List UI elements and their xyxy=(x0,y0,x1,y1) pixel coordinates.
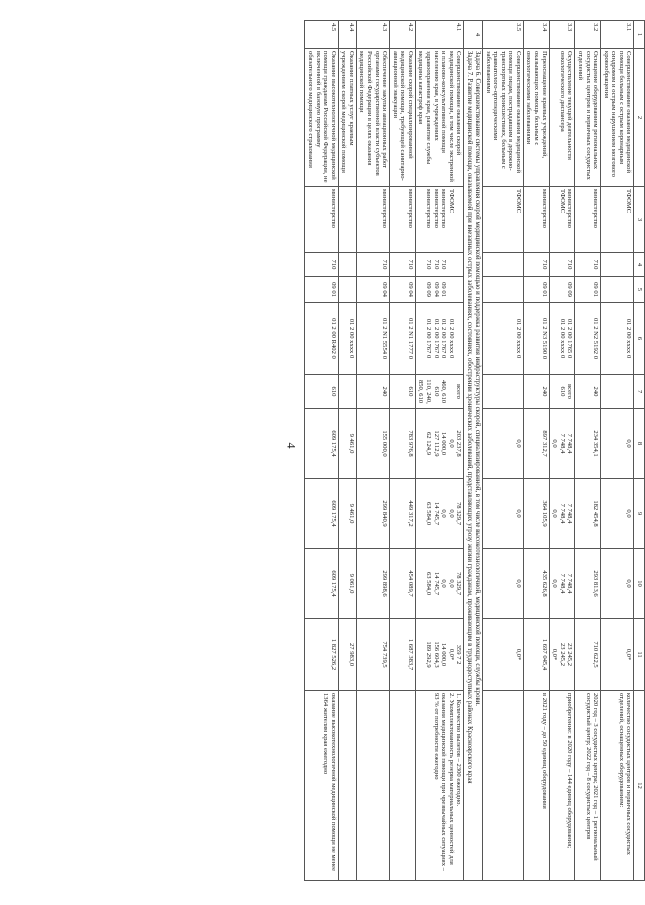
table-cell: 609 175,4 xyxy=(305,479,338,549)
table-cell: 609 175,4 xyxy=(305,409,338,479)
table-cell: 4.2 xyxy=(390,21,416,49)
table-cell: 9 061,0 xyxy=(338,549,356,619)
table-cell: 09 01 09 04 09 09 xyxy=(415,277,463,303)
table-cell xyxy=(601,253,634,277)
table-cell: министерство xyxy=(356,187,389,253)
table-cell: 0,0* xyxy=(483,619,524,691)
table-cell: 0,0 xyxy=(483,409,524,479)
table-cell: 435 626,8 xyxy=(523,549,549,619)
header-cell: 10 xyxy=(634,549,645,619)
table-cell: 293 813,6 xyxy=(575,549,601,619)
table-cell: 610 xyxy=(305,375,338,409)
table-cell xyxy=(338,691,356,881)
table-cell: 01 2 00 xxxx 0 xyxy=(601,303,634,375)
table-cell: 155 000,0 xyxy=(356,409,389,479)
table-cell: 3.5 xyxy=(483,21,524,49)
table-cell: Обеспечение закупки авиационных работ органами государственной власти субъектов Российской Федерации в целях оказания медицинской помощи xyxy=(356,49,389,187)
table-cell: в 2021 году – до 50 единиц оборудования xyxy=(523,691,549,881)
table-cell: 78 329,7 0,0 0,0 14 745,7 63 584,0 xyxy=(415,549,463,619)
table-cell: Оказание платных услуг краевым учреждением скорой медицинской помощи xyxy=(338,49,356,187)
program-table xyxy=(304,20,645,881)
table-row xyxy=(483,21,524,881)
table-cell: Оснащение оборудованием региональных сосудистых центров и первичных сосудистых отделений xyxy=(575,49,601,187)
table-cell: 240 xyxy=(356,375,389,409)
table-row xyxy=(390,21,416,881)
table-cell: 9 461,0 xyxy=(338,479,356,549)
table-body xyxy=(305,21,634,881)
table-cell: 240 xyxy=(575,375,601,409)
table-cell: 0,0 xyxy=(601,549,634,619)
table-cell: министерство xyxy=(305,187,338,253)
table-cell xyxy=(483,253,524,277)
table-cell: приобретение: в 2020 году – 144 единиц оборудования; xyxy=(549,691,575,881)
table-cell: 3.2 xyxy=(575,21,601,49)
table-cell: 09 01 xyxy=(523,277,549,303)
table-cell: всего 460, 610 610 110, 240, 850, 610 xyxy=(415,375,463,409)
table-cell: количество сосудистых центров и первичных сосудистых отделений, оснащенных оборудованием: xyxy=(601,691,634,881)
table-cell: 897 312,7 xyxy=(523,409,549,479)
table-cell: министерство xyxy=(390,187,416,253)
table-cell: 4.3 xyxy=(356,21,389,49)
table-cell: 01 2 00 1765 0 01 2 00 xxxx 0 xyxy=(549,303,575,375)
table-row xyxy=(305,21,338,881)
table-cell: Оказание высокотехнологичной медицинской помощи гражданам Российской Федерации, не включенной в базовую программу обязательного медицинского страхования xyxy=(305,49,338,187)
table-cell: 710 710 710 xyxy=(415,253,463,277)
table-cell: 1 697 045,4 xyxy=(523,619,549,691)
header-cell: 6 xyxy=(634,303,645,375)
table-cell: 01 2 N3 5190 0 xyxy=(523,303,549,375)
table-cell: 234 354,1 xyxy=(575,409,601,479)
table-cell: ТФОМС министерство министерство министерство xyxy=(415,187,463,253)
table-cell: 710 622,5 xyxy=(575,619,601,691)
table-cell: Оказание скорой специализированной медицинской помощи, требующей санитарно-авиационной эвакуации xyxy=(390,49,416,187)
table-cell: 3.4 xyxy=(523,21,549,49)
table-cell xyxy=(483,691,524,881)
table-cell xyxy=(483,277,524,303)
table-row xyxy=(338,21,356,881)
table-cell: 09 04 xyxy=(390,277,416,303)
section-heading: Задача 6. Совершенствование системы управления скорой медицинской помощью и поддержка развития инфраструктуры скорой, специализированной, в том числе высокотехнологичной, медицинской помощи, службы крови. Задача 7. Развитие медицинской помощи, оказываемой при внезапных острых заболеваниях, состояниях, обострении хронических заболеваний, представляющих угрозу жизни гражданам, проживающим в труднодоступных районах Красноярского края xyxy=(464,49,483,881)
table-cell: 710 xyxy=(523,253,549,277)
table-cell: 1. Количество вылетов – 2300 ежегодно. 2. Укомплектованность резерва материальных ценностей для оказания медицинской помощи при чрезвычайных ситуациях – 93 % от потребности ежегодно xyxy=(415,691,463,881)
table-cell: 01 2 N1 5554 0 xyxy=(356,303,389,375)
table-cell: 359 7 2 0,0* 14 000,0 156 604,3 189 292,9 xyxy=(415,619,463,691)
table-row xyxy=(601,21,634,881)
table-cell: 0,0* xyxy=(601,619,634,691)
table-cell: 23 245,2 23 245,2 0,0* xyxy=(549,619,575,691)
table-cell: всего 610 xyxy=(549,375,575,409)
table-cell: 240 xyxy=(523,375,549,409)
table-cell: 3.3 xyxy=(549,21,575,49)
table-cell: 4.4 xyxy=(338,21,356,49)
table-cell: 710 xyxy=(356,253,389,277)
table-cell: 09 01 xyxy=(575,277,601,303)
table-cell: 1 827 526,2 xyxy=(305,619,338,691)
table-cell: 7 748,4 7 748,4 0,0 xyxy=(549,549,575,619)
table-cell: Осуществление текущей деятельности онкологического диспансера xyxy=(549,49,575,187)
table-cell: ТФОМС xyxy=(483,187,524,253)
table-cell: 01 2 00 xxxx 0 xyxy=(483,303,524,375)
table-cell: 3.1 xyxy=(601,21,634,49)
header-cell: 11 xyxy=(634,619,645,691)
table-cell: 449 317,2 xyxy=(390,479,416,549)
table-cell: 610 xyxy=(390,375,416,409)
header-cell: 2 xyxy=(634,49,645,187)
table-cell: министерство xyxy=(575,187,601,253)
header-cell: 9 xyxy=(634,479,645,549)
header-cell: 8 xyxy=(634,409,645,479)
table-cell: 7 748,4 7 748,4 0,0 xyxy=(549,479,575,549)
table-cell: 9 461,0 xyxy=(338,409,356,479)
table-cell: 09 01 xyxy=(305,277,338,303)
table-cell: 01 2 N2 5192 0 xyxy=(575,303,601,375)
table-cell: 203 237,8 0,0 14 000,0 127 112,9 62 124,9 xyxy=(415,409,463,479)
program-table-container xyxy=(135,20,645,880)
header-cell: 7 xyxy=(634,375,645,409)
table-cell: 7 748,4 7 748,4 0,0 xyxy=(549,409,575,479)
table-cell: 4.5 xyxy=(305,21,338,49)
table-cell xyxy=(338,253,356,277)
table-cell: Совершенствование оказания скорой медицинской помощи, в том числе экстренной и планово-консультативной помощи населению края, в учреждениях здравоохранения края, развитие службы медицины катастроф края xyxy=(415,49,463,187)
header-cell: 12 xyxy=(634,691,645,881)
table-cell: 710 xyxy=(390,253,416,277)
table-cell xyxy=(601,375,634,409)
table-cell: 4 xyxy=(464,21,483,49)
table-cell: 0,0 xyxy=(483,549,524,619)
table-cell: 710 xyxy=(549,253,575,277)
table-cell: 754 739,5 xyxy=(356,619,389,691)
table-cell: 01 2 N1 1777 0 xyxy=(390,303,416,375)
table-row xyxy=(575,21,601,881)
page-number: 4 xyxy=(284,442,299,449)
table-cell: ТФОМС xyxy=(601,187,634,253)
table-cell: 27 983,0 xyxy=(338,619,356,691)
table-cell xyxy=(338,375,356,409)
table-cell: министерство ТФОМС xyxy=(549,187,575,253)
table-cell: 710 xyxy=(575,253,601,277)
table-cell xyxy=(356,691,389,881)
table-cell xyxy=(338,277,356,303)
table-cell: министерство xyxy=(523,187,549,253)
table-cell: 364 105,9 xyxy=(523,479,549,549)
table-cell: 182 454,8 xyxy=(575,479,601,549)
table-cell: 710 xyxy=(305,253,338,277)
table-cell: 0,0 xyxy=(601,479,634,549)
table-row xyxy=(415,21,463,881)
table-cell: 299 840,9 xyxy=(356,479,389,549)
table-cell: 1 687 383,7 xyxy=(390,619,416,691)
table-cell: 0,0 xyxy=(601,409,634,479)
table-cell xyxy=(601,277,634,303)
header-cell: 4 xyxy=(634,253,645,277)
section-row xyxy=(464,21,483,881)
table-cell: 0,0 xyxy=(483,479,524,549)
table-cell: Переоснащение краевых учреждений, оказывающих помощь больным с онкологическими заболеваниями xyxy=(523,49,549,187)
table-cell: оказание высокотехнологичной медицинской помощи не менее 1364 жителям края ежегодно xyxy=(305,691,338,881)
table-cell: 09 04 xyxy=(356,277,389,303)
table-row xyxy=(549,21,575,881)
table-cell: 09 09 xyxy=(549,277,575,303)
table-cell: Совершенствование оказания медицинской помощи лицам, пострадавшим в дорожно-транспортных происшествиях, больным с травматолого-ортопедическими заболеваниями xyxy=(483,49,524,187)
table-cell: 01 2 00 xxxx 0 01 2 00 1767 0 01 2 00 1767 0 01 2 00 1767 0 xyxy=(415,303,463,375)
table-cell: Совершенствование оказания медицинской помощи больным с острым коронарным синдромом и острым нарушением мозгового кровообращения xyxy=(601,49,634,187)
header-cell: 3 xyxy=(634,187,645,253)
table-cell: 01 2 00 R402 0 xyxy=(305,303,338,375)
table-cell: 78 329,7 0,0 0,0 14 745,7 63 584,0 xyxy=(415,479,463,549)
table-row xyxy=(523,21,549,881)
table-cell xyxy=(390,691,416,881)
header-cell: 5 xyxy=(634,277,645,303)
header-row xyxy=(634,21,645,881)
header-cell: 1 xyxy=(634,21,645,49)
table-cell xyxy=(483,375,524,409)
table-cell xyxy=(338,187,356,253)
table-cell: 783 976,8 xyxy=(390,409,416,479)
table-cell: 299 898,6 xyxy=(356,549,389,619)
table-cell: 454 089,7 xyxy=(390,549,416,619)
table-cell: 4.1 xyxy=(415,21,463,49)
table-cell: 01 2 00 xxxx 0 xyxy=(338,303,356,375)
table-cell: 609 175,4 xyxy=(305,549,338,619)
table-cell: 2020 год – 3 сосудистых центра; 2021 год – 1 региональный сосудистый центр; 2022 год – 8 сосудистых центров xyxy=(575,691,601,881)
table-row xyxy=(356,21,389,881)
